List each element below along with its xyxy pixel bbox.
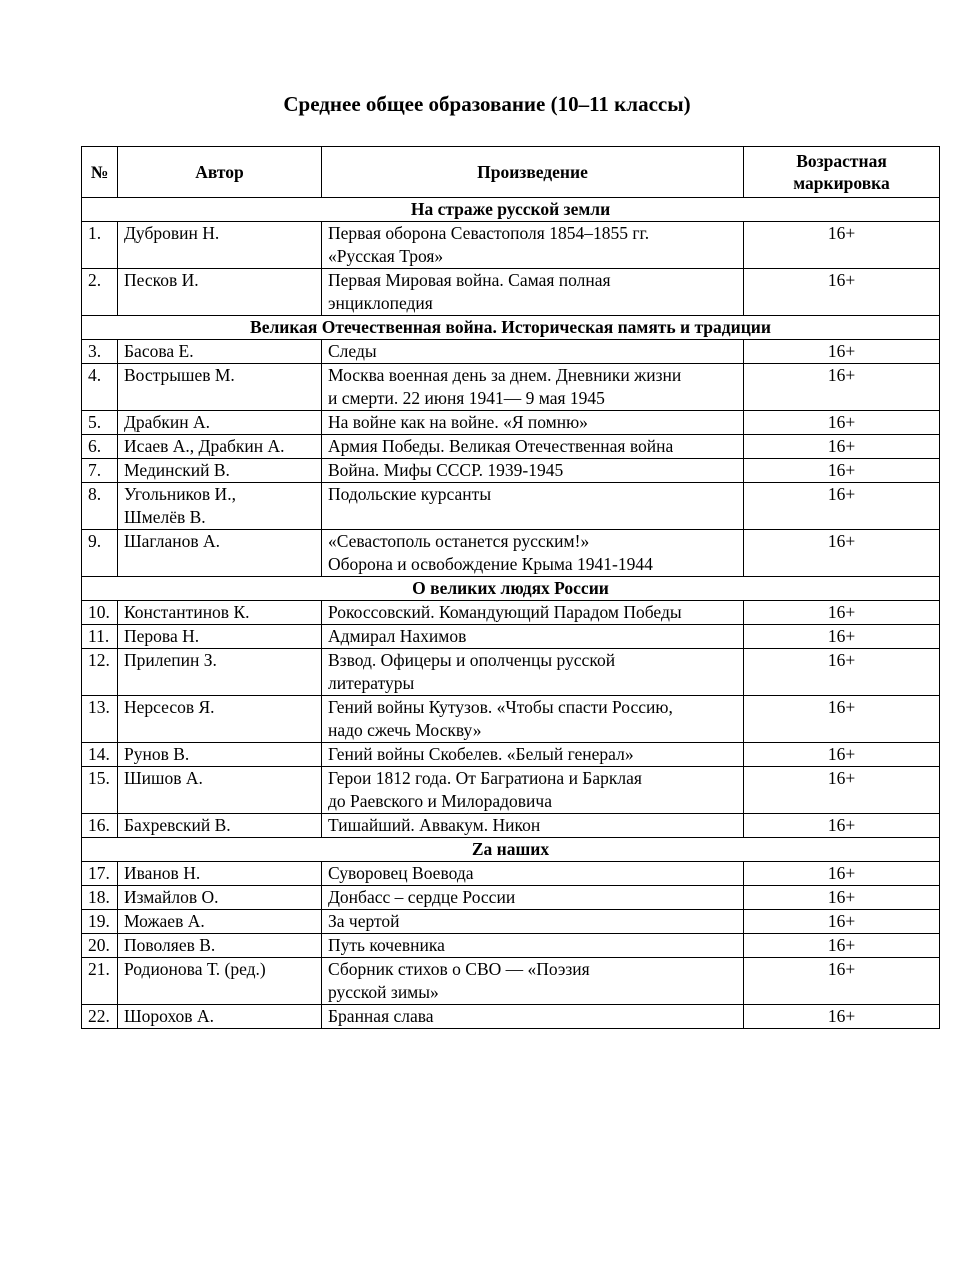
row-work: Война. Мифы СССР. 1939-1945 [322,459,744,483]
row-work: Герои 1812 года. От Багратиона и Барклая до Раевского и Милорадовича [322,767,744,814]
row-number: 19. [82,910,118,934]
table-row [82,934,940,958]
row-number: 18. [82,886,118,910]
section-row [82,316,940,340]
row-age-rating: 16+ [744,222,940,269]
row-work: Первая оборона Севастополя 1854–1855 гг. «Русская Троя» [322,222,744,269]
table-header-row [82,147,940,198]
row-work: Подольские курсанты [322,483,744,530]
row-work: «Севастополь останется русским!» Оборона и освобождение Крыма 1941-1944 [322,530,744,577]
row-work: На войне как на войне. «Я помню» [322,411,744,435]
row-author: Драбкин А. [118,411,322,435]
row-age-rating: 16+ [744,411,940,435]
table-row [82,222,940,269]
section-row [82,838,940,862]
section-title: О великих людях России [82,577,940,601]
table-row [82,435,940,459]
row-author: Нерсесов Я. [118,696,322,743]
row-number: 21. [82,958,118,1005]
row-number: 16. [82,814,118,838]
row-author: Можаев А. [118,910,322,934]
header-author: Автор [118,147,322,198]
row-author: Константинов К. [118,601,322,625]
row-number: 15. [82,767,118,814]
row-age-rating: 16+ [744,886,940,910]
table-row [82,601,940,625]
row-number: 2. [82,269,118,316]
table-row [82,649,940,696]
row-work: За чертой [322,910,744,934]
literature-table [81,146,940,1029]
row-age-rating: 16+ [744,625,940,649]
row-number: 14. [82,743,118,767]
table-row [82,530,940,577]
row-age-rating: 16+ [744,814,940,838]
row-work: Следы [322,340,744,364]
table-row [82,340,940,364]
row-work: Гений войны Кутузов. «Чтобы спасти Россию, надо сжечь Москву» [322,696,744,743]
row-number: 17. [82,862,118,886]
row-author: Поволяев В. [118,934,322,958]
row-author: Угольников И., Шмелёв В. [118,483,322,530]
row-work: Первая Мировая война. Самая полная энциклопедия [322,269,744,316]
row-age-rating: 16+ [744,435,940,459]
row-age-rating: 16+ [744,767,940,814]
row-age-rating: 16+ [744,601,940,625]
row-age-rating: 16+ [744,862,940,886]
row-work: Взвод. Офицеры и ополченцы русской литературы [322,649,744,696]
row-age-rating: 16+ [744,483,940,530]
table-row [82,958,940,1005]
row-age-rating: 16+ [744,958,940,1005]
row-age-rating: 16+ [744,743,940,767]
row-work: Адмирал Нахимов [322,625,744,649]
row-author: Прилепин З. [118,649,322,696]
row-age-rating: 16+ [744,934,940,958]
header-age: Возрастная маркировка [744,147,940,198]
row-age-rating: 16+ [744,530,940,577]
row-work: Путь кочевника [322,934,744,958]
row-age-rating: 16+ [744,269,940,316]
row-author: Дубровин Н. [118,222,322,269]
table-row [82,910,940,934]
row-age-rating: 16+ [744,696,940,743]
table-row [82,459,940,483]
row-number: 8. [82,483,118,530]
row-author: Перова Н. [118,625,322,649]
row-work: Суворовец Воевода [322,862,744,886]
row-work: Донбасс – сердце России [322,886,744,910]
row-author: Бахревский В. [118,814,322,838]
table-row [82,886,940,910]
row-author: Рунов В. [118,743,322,767]
row-age-rating: 16+ [744,649,940,696]
row-author: Песков И. [118,269,322,316]
row-number: 20. [82,934,118,958]
row-work: Рокоссовский. Командующий Парадом Победы [322,601,744,625]
table-body [82,198,940,1029]
table-row [82,814,940,838]
section-title: Zа наших [82,838,940,862]
page-title: Среднее общее образование (10–11 классы) [283,92,691,116]
section-title: На страже русской земли [82,198,940,222]
section-row [82,198,940,222]
row-author: Шагланов А. [118,530,322,577]
table-row [82,767,940,814]
row-number: 11. [82,625,118,649]
row-work: Москва военная день за днем. Дневники жизни и смерти. 22 июня 1941— 9 мая 1945 [322,364,744,411]
row-number: 7. [82,459,118,483]
header-num: № [82,147,118,198]
table-row [82,269,940,316]
row-author: Басова Е. [118,340,322,364]
row-age-rating: 16+ [744,340,940,364]
row-work: Сборник стихов о СВО — «Поэзия русской зимы» [322,958,744,1005]
row-work: Тишайший. Аввакум. Никон [322,814,744,838]
row-number: 9. [82,530,118,577]
row-author: Вострышев М. [118,364,322,411]
row-number: 22. [82,1005,118,1029]
table-row [82,1005,940,1029]
row-author: Шорохов А. [118,1005,322,1029]
table-row [82,862,940,886]
row-age-rating: 16+ [744,1005,940,1029]
row-number: 3. [82,340,118,364]
row-author: Иванов Н. [118,862,322,886]
row-number: 10. [82,601,118,625]
row-author: Исаев А., Драбкин А. [118,435,322,459]
row-number: 13. [82,696,118,743]
header-work: Произведение [322,147,744,198]
row-author: Шишов А. [118,767,322,814]
row-work: Гений войны Скобелев. «Белый генерал» [322,743,744,767]
row-number: 1. [82,222,118,269]
row-number: 4. [82,364,118,411]
row-work: Армия Победы. Великая Отечественная война [322,435,744,459]
table-row [82,743,940,767]
row-author: Измайлов О. [118,886,322,910]
row-number: 12. [82,649,118,696]
row-number: 6. [82,435,118,459]
row-work: Бранная слава [322,1005,744,1029]
row-number: 5. [82,411,118,435]
table-row [82,483,940,530]
table-row [82,411,940,435]
table-row [82,364,940,411]
row-age-rating: 16+ [744,364,940,411]
section-row [82,577,940,601]
section-title: Великая Отечественная война. Историческая память и традиции [82,316,940,340]
row-age-rating: 16+ [744,459,940,483]
row-author: Мединский В. [118,459,322,483]
table-row [82,625,940,649]
row-author: Родионова Т. (ред.) [118,958,322,1005]
table-row [82,696,940,743]
row-age-rating: 16+ [744,910,940,934]
